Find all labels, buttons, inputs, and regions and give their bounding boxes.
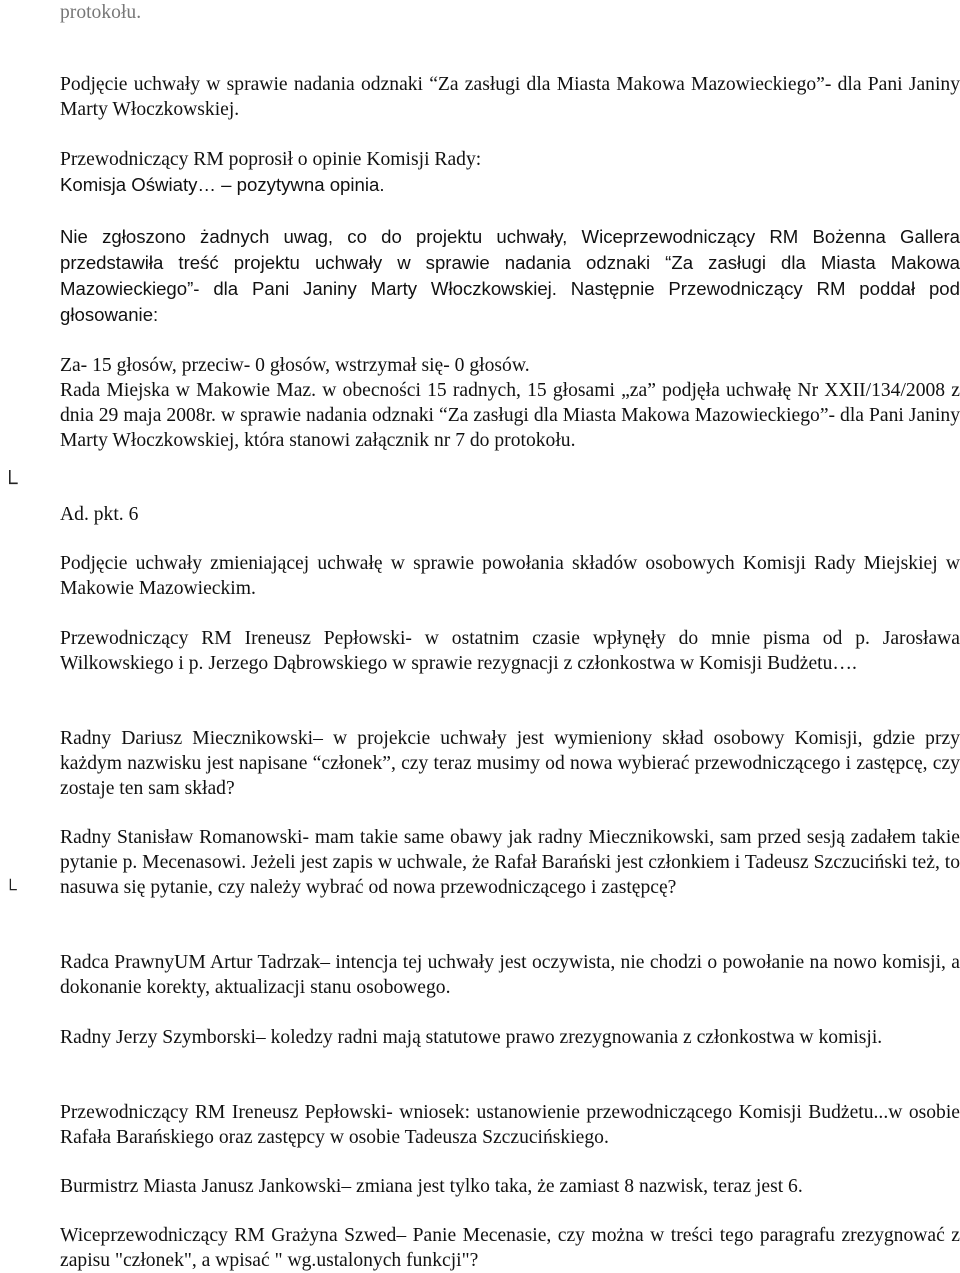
paragraph-councillor-szymborski: Radny Jerzy Szymborski– koledzy radni mają statutowe prawo zrezygnowania z członkostwa w komisji.: [60, 1027, 883, 1048]
paragraph-vote-result: [60, 353, 960, 453]
paragraph-vice-chair-szwed: Wiceprzewodniczący RM Grażyna Szwed– Panie Mecenasie, czy można w treści tego paragrafu zrezygnować z zapisu "członek", a wpisać " wg.ustalonych funkcji"?: [60, 1225, 960, 1271]
paragraph-no-remarks: Nie zgłoszono żadnych uwag, co do projektu uchwały, Wiceprzewodniczący RM Bożenna Gallera przedstawiła treść projektu uchwały w sprawie nadania odznaki “Za zasługi dla Miasta Makowa Mazowieckiego”- dla Pani Janiny Marty Włoczkowskiej. Następnie Przewodniczący RM poddał pod głosowanie:: [60, 226, 960, 325]
paragraph-committee-opinion: [60, 147, 960, 197]
header-fragment: protokołu.: [60, 2, 142, 23]
margin-mark: └: [4, 879, 17, 899]
paragraph-mayor-jankowski: Burmistrz Miasta Janusz Jankowski– zmiana jest tylko taka, że zamiast 8 nazwisk, teraz jest 6.: [60, 1176, 803, 1197]
agenda-item-heading: Ad. pkt. 6: [60, 504, 139, 525]
paragraph-councillor-miecznikowski: Radny Dariusz Miecznikowski– w projekcie uchwały jest wymieniony skład osobowy Komisji, gdzie przy każdym nazwisku jest napisane “członek”, czy teraz musimy od nowa wybierać przewodniczącego i zastępcę, czy zostaje ten sam skład?: [60, 728, 960, 799]
paragraph-committee-composition-title: Podjęcie uchwały zmieniającej uchwałę w sprawie powołania składów osobowych Komisji Rady Miejskiej w Makowie Mazowieckim.: [60, 553, 960, 599]
opinion-result-line: Komisja Oświaty… – pozytywna opinia.: [60, 174, 385, 195]
paragraph-legal-advisor-tadrzak: Radca PrawnyUM Artur Tadrzak– intencja tej uchwały jest oczywista, nie chodzi o powołanie na nowo komisji, a dokonanie korekty, aktualizacji stanu osobowego.: [60, 952, 960, 998]
paragraph-chairman-resignations: Przewodniczący RM Ireneusz Pepłowski- w ostatnim czasie wpłynęły do mnie pisma od p. Jarosława Wilkowskiego i p. Jerzego Dąbrowskiego w sprawie rezygnacji z członkostwa w Komisji Budżetu….: [60, 628, 960, 674]
resolution-adopted-text: Rada Miejska w Makowie Maz. w obecności 15 radnych, 15 głosami „za” podjęła uchwałę Nr XXII/134/2008 z dnia 29 maja 2008r. w sprawie nadania odznaki “Za zasługi dla Miasta Makowa Mazowieckiego”- dla Pani Janiny Marty Włoczkowskiej, która stanowi załącznik nr 7 do protokołu.: [60, 380, 960, 451]
paragraph-award-resolution-title: Podjęcie uchwały w sprawie nadania odznaki “Za zasługi dla Miasta Makowa Mazowieckiego”- dla Pani Janiny Marty Włoczkowskiej.: [60, 74, 960, 120]
vote-count-line: Za- 15 głosów, przeciw- 0 głosów, wstrzymał się- 0 głosów.: [60, 355, 530, 376]
paragraph-councillor-romanowski: Radny Stanisław Romanowski- mam takie same obawy jak radny Miecznikowski, sam przed sesją zadałem takie pytanie p. Mecenasowi. Jeżeli jest zapis w uchwale, że Rafał Barański jest członkiem i Tadeusz Szczuciński też, to nasuwa się pytanie, czy należy wybrać od nowa przewodniczącego i zastępcę?: [60, 827, 960, 898]
paragraph-chairman-motion: Przewodniczący RM Ireneusz Pepłowski- wniosek: ustanowienie przewodniczącego Komisji Budżetu...w osobie Rafała Barańskiego oraz zastępcy w osobie Tadeusza Szczucińskiego.: [60, 1102, 960, 1148]
opinion-request-line: Przewodniczący RM poprosił o opinie Komisji Rady:: [60, 149, 482, 170]
margin-mark: └: [2, 470, 18, 495]
